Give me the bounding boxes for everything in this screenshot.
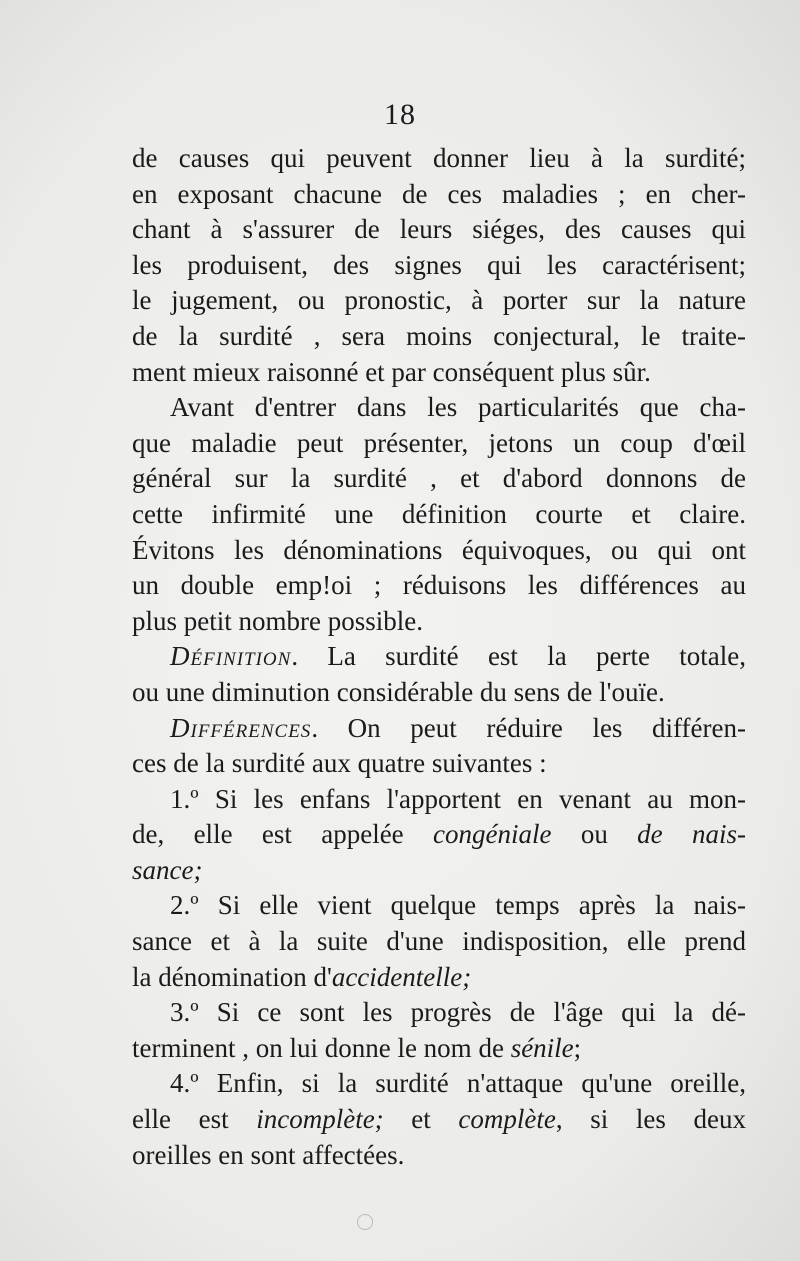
text-line <box>132 461 746 497</box>
text-span: Évitons les dénominations équivoques, ou qui ont <box>132 534 746 565</box>
text-span: que maladie peut présenter, jetons un coup d'œil <box>132 427 746 458</box>
text-line <box>132 639 746 675</box>
text-span: en exposant chacune de ces maladies ; en cher- <box>132 178 746 209</box>
text-span: un double emp!oi ; réduisons les différences au <box>132 570 746 601</box>
text-span: ment mieux raisonné et par conséquent plus sûr. <box>132 356 651 387</box>
text-span: ou une diminution considérable du sens de l'ouïe. <box>132 676 665 707</box>
text-span: la dénomination d' <box>132 961 332 992</box>
italic-term: accidentelle; <box>331 961 472 992</box>
text-line <box>132 390 746 426</box>
text-line <box>132 995 746 1031</box>
text-span: les produisent, des signes qui les caractérisent; <box>132 249 746 280</box>
text-line <box>132 355 746 391</box>
text-span: elle est <box>132 1104 257 1135</box>
text-span: . On peut réduire les différen- <box>311 712 746 743</box>
text-span: oreilles en sont affectées. <box>132 1139 405 1170</box>
text-span: et <box>383 1104 459 1135</box>
text-span: général sur la surdité , et d'abord donnons de <box>132 463 746 494</box>
italic-term: complète <box>458 1104 556 1135</box>
text-line <box>132 782 746 818</box>
text-span: Avant d'entrer dans les particularités que cha- <box>170 392 746 423</box>
page-number: 18 <box>384 98 416 131</box>
text-line <box>132 960 746 996</box>
text-span: de la surdité , sera moins conjectural, le traite- <box>132 320 746 351</box>
text-line <box>132 888 746 924</box>
text-span: cette infirmité une définition courte et claire. <box>132 498 746 529</box>
italic-term: sénile <box>510 1032 574 1063</box>
text-line <box>132 1138 746 1174</box>
text-span: le jugement, ou pronostic, à porter sur la nature <box>132 285 746 316</box>
text-line <box>132 497 746 533</box>
section-heading: Différences <box>170 712 312 743</box>
section-heading: Définition <box>170 641 292 672</box>
text-line <box>132 675 746 711</box>
text-span: 2.º Si elle vient quelque temps après la nais- <box>170 890 746 921</box>
text-span: 1.º Si les enfans l'apportent en venant au mon- <box>170 783 746 814</box>
text-span: . La surdité est la perte totale, <box>291 641 746 672</box>
text-line <box>132 283 746 319</box>
text-span: plus petit nombre possible. <box>132 605 423 636</box>
text-line <box>132 177 746 213</box>
text-line <box>132 1031 746 1067</box>
text-span: ; <box>573 1032 582 1063</box>
text-span: , si les deux <box>555 1104 746 1135</box>
text-line <box>132 319 746 355</box>
text-line <box>132 568 746 604</box>
text-span: 3.º Si ce sont les progrès de l'âge qui la dé- <box>170 997 746 1028</box>
text-line <box>132 817 746 853</box>
text-span: ces de la surdité aux quatre suivantes : <box>132 748 547 779</box>
text-line <box>132 248 746 284</box>
text-span: ou <box>551 819 638 850</box>
text-line <box>132 746 746 782</box>
text-span: de, elle est appelée <box>132 819 434 850</box>
text-line <box>132 212 746 248</box>
text-span: de causes qui peuvent donner lieu à la surdité; <box>132 143 746 173</box>
text-span: sance et à la suite d'une indisposition, elle prend <box>132 926 746 957</box>
text-span: 4.º Enfin, si la surdité n'attaque qu'une oreille, <box>170 1068 746 1099</box>
text-span: chant à s'assurer de leurs siéges, des causes qui <box>132 214 746 245</box>
italic-term: sance; <box>132 854 203 885</box>
text-line <box>132 924 746 960</box>
text-line <box>132 533 746 569</box>
text-line <box>132 604 746 640</box>
text-line <box>132 426 746 462</box>
text-line <box>132 1066 746 1102</box>
text-line <box>132 711 746 747</box>
italic-term: incomplète; <box>256 1104 384 1135</box>
text-line <box>132 141 746 177</box>
body-text <box>132 141 746 1173</box>
bleed-through-mark <box>357 1214 373 1230</box>
text-line <box>132 1102 746 1138</box>
text-line <box>132 853 746 889</box>
text-span: terminent , on lui donne le nom de <box>132 1032 511 1063</box>
italic-term: congéniale <box>433 819 552 850</box>
italic-term: de nais- <box>637 819 746 850</box>
